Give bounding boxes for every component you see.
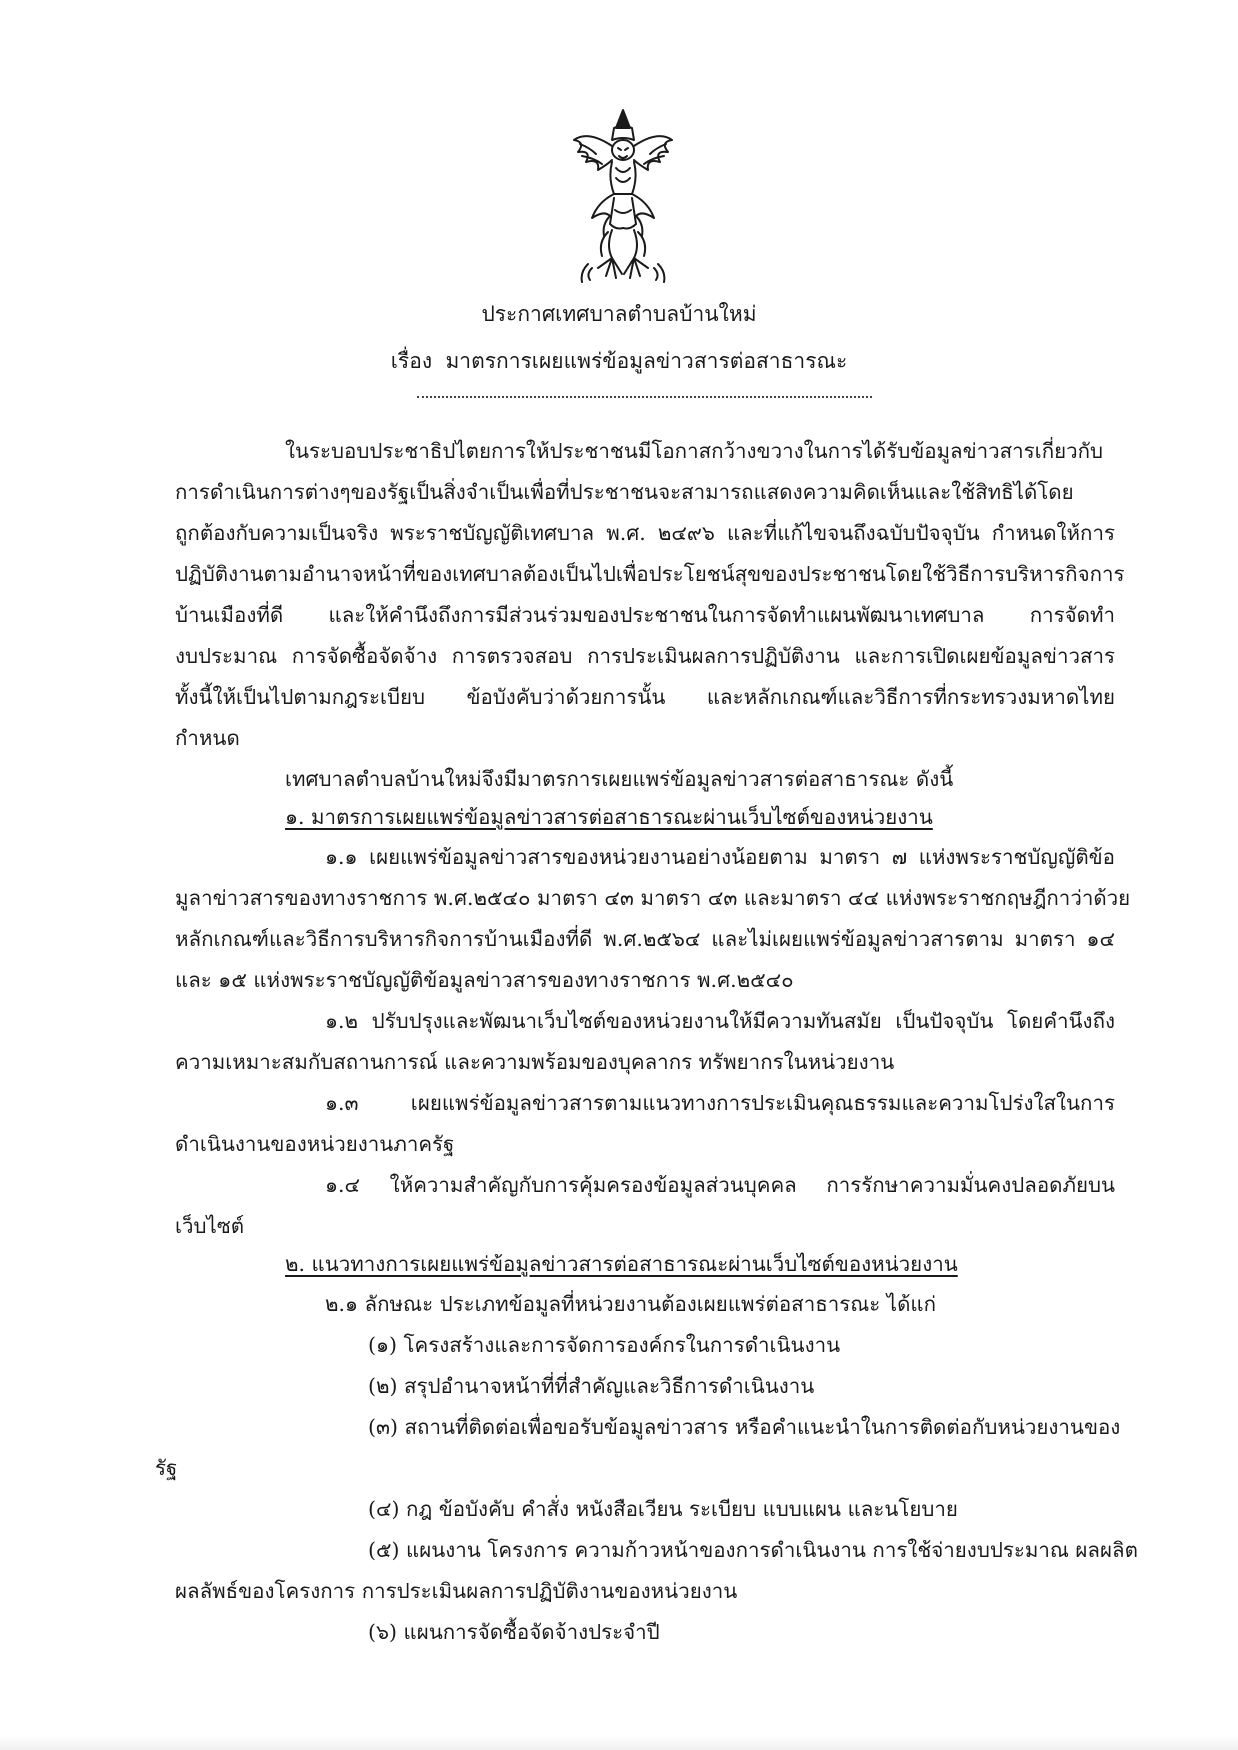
sub-item-2: (๒) สรุปอำนาจหน้าที่ที่สำคัญและวิธีการดำเนินงาน — [368, 1374, 815, 1398]
item-1-1: และ ๑๕ แห่งพระราชบัญญัติข้อมูลข่าวสารของทางราชการ พ.ศ.๒๕๔๐ — [175, 968, 794, 992]
subject-label: เรื่อง — [390, 349, 433, 373]
item-1-1: หลักเกณฑ์และวิธีการบริหารกิจการบ้านเมืองที่ดี พ.ศ.๒๕๖๔ และไม่เผยแพร่ข้อมูลข่าวสารตาม มาตรา ๑๔ — [175, 927, 1115, 951]
item-1-4: เว็บไซต์ — [175, 1214, 245, 1238]
intro-line: ถูกต้องกับความเป็นจริง พระราชบัญญัติเทศบาล พ.ศ. ๒๔๙๖ และที่แก้ไขจนถึงฉบับปัจจุบัน กำหนดให้การ — [175, 521, 1115, 545]
section-2-heading: ๒. แนวทางการเผยแพร่ข้อมูลข่าวสารต่อสาธารณะผ่านเว็บไซต์ของหน่วยงาน — [285, 1252, 958, 1276]
sub-item-1: (๑) โครงสร้างและการจัดการองค์กรในการดำเนินงาน — [368, 1333, 841, 1357]
intro-line: งบประมาณ การจัดซื้อจัดจ้าง การตรวจสอบ การประเมินผลการปฏิบัติงาน และการเปิดเผยข้อมูลข่าวสาร — [175, 644, 1115, 668]
statement: เทศบาลตำบลบ้านใหม่จึงมีมาตรการเผยแพร่ข้อมูลข่าวสารต่อสาธารณะ ดังนี้ — [285, 767, 954, 791]
intro-line: การดำเนินการต่างๆของรัฐเป็นสิ่งจำเป็นเพื่อที่ประชาชนจะสามารถแสดงความคิดเห็นและใช้สิทธิได้โดย — [175, 480, 1074, 504]
section-1-heading: ๑. มาตรการเผยแพร่ข้อมูลข่าวสารต่อสาธารณะผ่านเว็บไซต์ของหน่วยงาน — [285, 805, 933, 829]
item-2-1: ๒.๑ ลักษณะ ประเภทข้อมูลที่หน่วยงานต้องเผยแพร่ต่อสาธารณะ ได้แก่ — [325, 1292, 937, 1316]
dotted-separator — [417, 396, 872, 398]
sub-item-3: รัฐ — [155, 1456, 178, 1480]
item-1-4: ๑.๔ ให้ความสำคัญกับการคุ้มครองข้อมูลส่วนบุคคล การรักษาความมั่นคงปลอดภัยบน — [325, 1173, 1115, 1197]
subject-line — [0, 346, 1238, 376]
garuda-emblem — [568, 106, 678, 284]
sub-item-3: (๓) สถานที่ติดต่อเพื่อขอรับข้อมูลข่าวสาร หรือคำแนะนำในการติดต่อกับหน่วยงานของ — [368, 1415, 1121, 1439]
item-1-2: ๑.๒ ปรับปรุงและพัฒนาเว็บไซต์ของหน่วยงานให้มีความทันสมัย เป็นปัจจุบัน โดยคำนึงถึง — [325, 1009, 1115, 1033]
item-1-1: ๑.๑ เผยแพร่ข้อมูลข่าวสารของหน่วยงานอย่างน้อยตาม มาตรา ๗ แห่งพระราชบัญญัติข้อ — [325, 845, 1115, 869]
scan-edge — [0, 1736, 1238, 1750]
item-1-3: ดำเนินงานของหน่วยงานภาครัฐ — [175, 1132, 455, 1156]
sub-item-5: ผลลัพธ์ของโครงการ การประเมินผลการปฏิบัติงานของหน่วยงาน — [175, 1579, 738, 1603]
sub-item-4: (๔) กฎ ข้อบังคับ คำสั่ง หนังสือเวียน ระเบียบ แบบแผน และนโยบาย — [368, 1497, 958, 1521]
intro-line: ในระบอบประชาธิปไตยการให้ประชาชนมีโอกาสกว้างขวางในการได้รับข้อมูลข่าวสารเกี่ยวกับ — [285, 439, 1104, 463]
sub-item-6: (๖) แผนการจัดซื้อจัดจ้างประจำปี — [368, 1620, 660, 1644]
intro-line: ทั้งนี้ให้เป็นไปตามกฎระเบียบ ข้อบังคับว่าด้วยการนั้น และหลักเกณฑ์และวิธีการที่กระทรวงมหาดไทย — [175, 685, 1115, 709]
item-1-2: ความเหมาะสมกับสถานการณ์ และความพร้อมของบุคลากร ทรัพยากรในหน่วยงาน — [175, 1050, 895, 1074]
sub-item-5: (๕) แผนงาน โครงการ ความก้าวหน้าของการดำเนินงาน การใช้จ่ายงบประมาณ ผลผลิต — [368, 1538, 1138, 1562]
item-1-3: ๑.๓ เผยแพร่ข้อมูลข่าวสารตามแนวทางการประเมินคุณธรรมและความโปร่งใสในการ — [325, 1091, 1115, 1115]
issuer-title: ประกาศเทศบาลตำบลบ้านใหม่ — [481, 302, 757, 326]
intro-line: กำหนด — [175, 726, 240, 750]
intro-line: บ้านเมืองที่ดี และให้คำนึงถึงการมีส่วนร่วมของประชาชนในการจัดทำแผนพัฒนาเทศบาล การจัดทำ — [175, 603, 1115, 627]
item-1-1: มูลาข่าวสารของทางราชการ พ.ศ.๒๕๔๐ มาตรา ๔๓ มาตรา ๔๓ และมาตรา ๔๔ แห่งพระราชกฤษฎีกาว่าด้วย — [175, 886, 1131, 910]
intro-line: ปฏิบัติงานตามอำนาจหน้าที่ของเทศบาลต้องเป็นไปเพื่อประโยชน์สุขของประชาชนโดยใช้วิธีการบริหารกิจการ — [175, 562, 1125, 586]
subject-text: มาตรการเผยแพร่ข้อมูลข่าวสารต่อสาธารณะ — [445, 349, 848, 373]
